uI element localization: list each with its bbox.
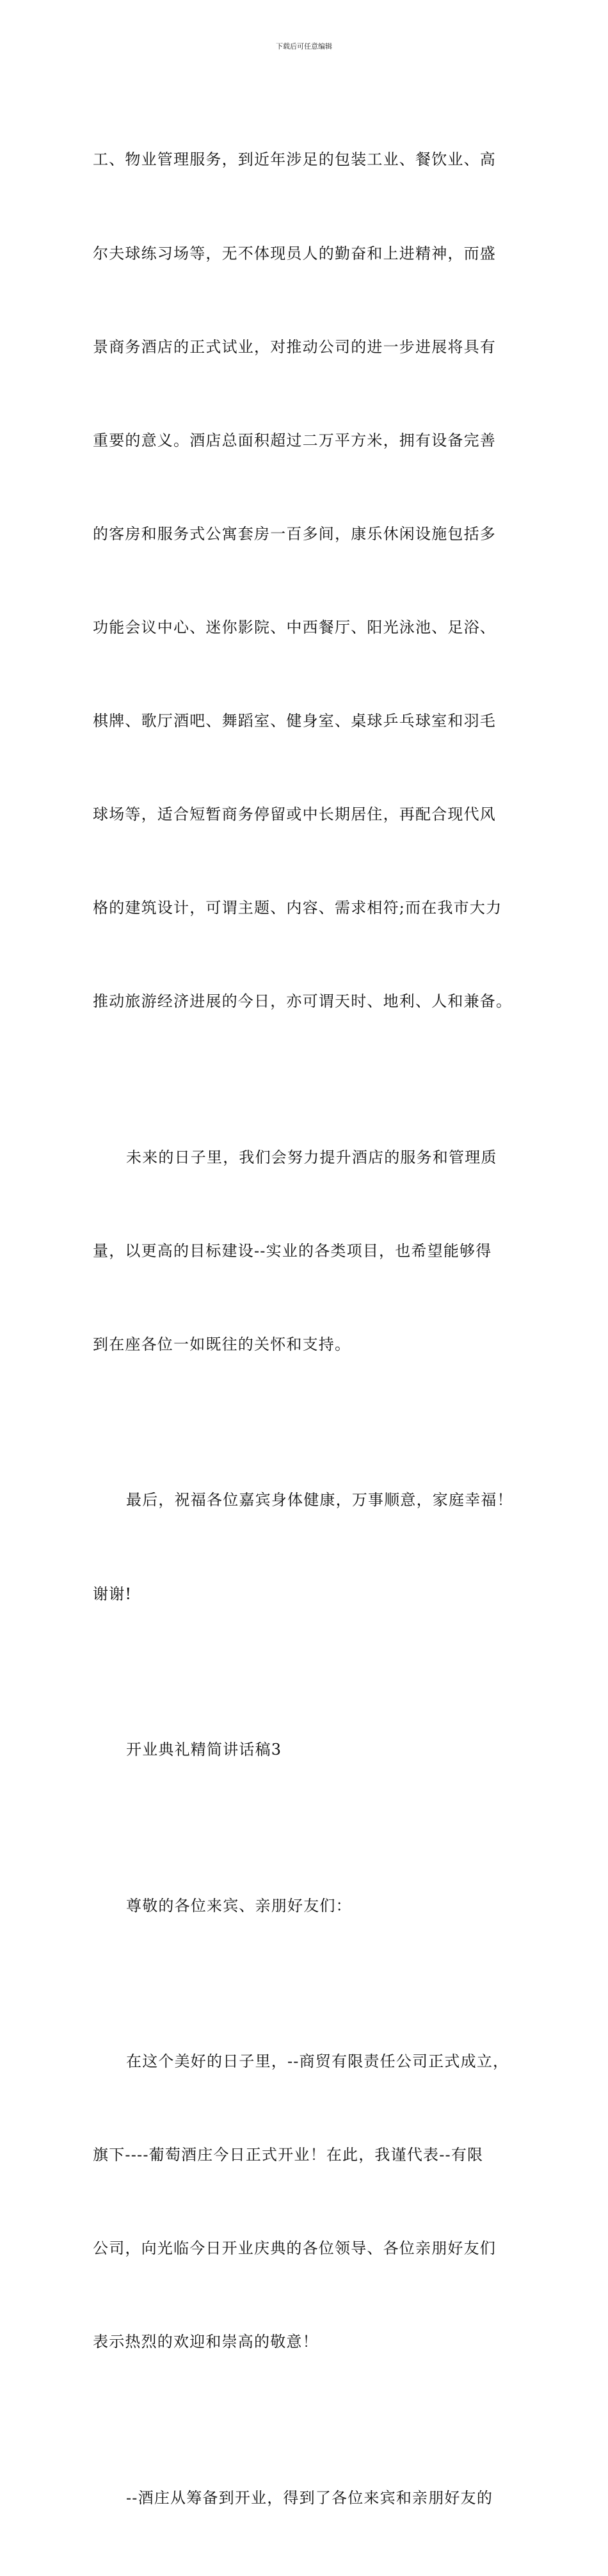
text-line: 推动旅游经济进展的今日，亦可谓天时、地利、人和兼备。 bbox=[93, 992, 513, 1011]
text-line: 表示热烈的欢迎和崇高的敬意！ bbox=[93, 2333, 319, 2351]
text-line: 球场等，适合短暂商务停留或中长期居住，再配合现代风 bbox=[93, 805, 496, 824]
page-header-note: 下载后可任意编辑 bbox=[276, 42, 332, 51]
text-line: 最后，祝福各位嘉宾身体健康，万事顺意，家庭幸福！ bbox=[126, 1491, 513, 1509]
paragraph-future bbox=[93, 1079, 518, 1422]
text-line: 重要的意义。酒店总面积超过二万平方米，拥有设备完善 bbox=[93, 431, 496, 449]
text-line: --酒庄从筹备到开业，得到了各位来宾和亲朋好友的 bbox=[126, 2488, 493, 2507]
text-line: 功能会议中心、迷你影院、中西餐厅、阳光泳池、足浴、 bbox=[93, 618, 496, 636]
text-line: 尔夫球练习场等，无不体现员人的勤奋和上进精神，而盛 bbox=[93, 244, 496, 262]
text-line: 量，以更高的目标建设--实业的各类项目，也希望能够得 bbox=[93, 1241, 492, 1260]
text-line: 谢谢! bbox=[93, 1584, 132, 1603]
text-line: 公司，向光临今日开业庆典的各位领导、各位亲朋好友们 bbox=[93, 2239, 496, 2258]
paragraph-blessing bbox=[93, 1422, 518, 1672]
document-body bbox=[93, 82, 518, 2576]
text-line: 到在座各位一如既往的关怀和支持。 bbox=[93, 1335, 351, 1353]
text-line: 尊敬的各位来宾、亲朋好友们： bbox=[126, 1896, 352, 1915]
section-title: 开业典礼精简讲话稿3 bbox=[126, 1741, 282, 1759]
paragraph-salutation bbox=[93, 1828, 518, 1984]
text-line: 格的建筑设计，可谓主题、内容、需求相符;而在我市大力 bbox=[93, 899, 502, 917]
text-line: 景商务酒店的正式试业，对推动公司的进一步进展将具有 bbox=[93, 337, 496, 356]
paragraph-opening bbox=[93, 1984, 518, 2420]
text-line: 工、物业管理服务，到近年涉足的包装工业、餐饮业、高 bbox=[93, 150, 496, 169]
text-line: 未来的日子里，我们会努力提升酒店的服务和管理质 bbox=[126, 1148, 497, 1166]
text-line: 旗下----葡萄酒庄今日正式开业！在此，我谨代表--有限 bbox=[93, 2146, 484, 2164]
text-line: 棋牌、歌厅酒吧、舞蹈室、健身室、桌球乒乓球室和羽毛 bbox=[93, 711, 496, 730]
paragraph-winery bbox=[93, 2420, 518, 2576]
section-heading bbox=[93, 1672, 518, 1828]
text-line: 在这个美好的日子里，--商贸有限责任公司正式成立， bbox=[126, 2052, 509, 2071]
text-line: 的客房和服务式公寓套房一百多间，康乐休闲设施包括多 bbox=[93, 524, 496, 543]
paragraph-hotel-intro bbox=[93, 82, 518, 1079]
